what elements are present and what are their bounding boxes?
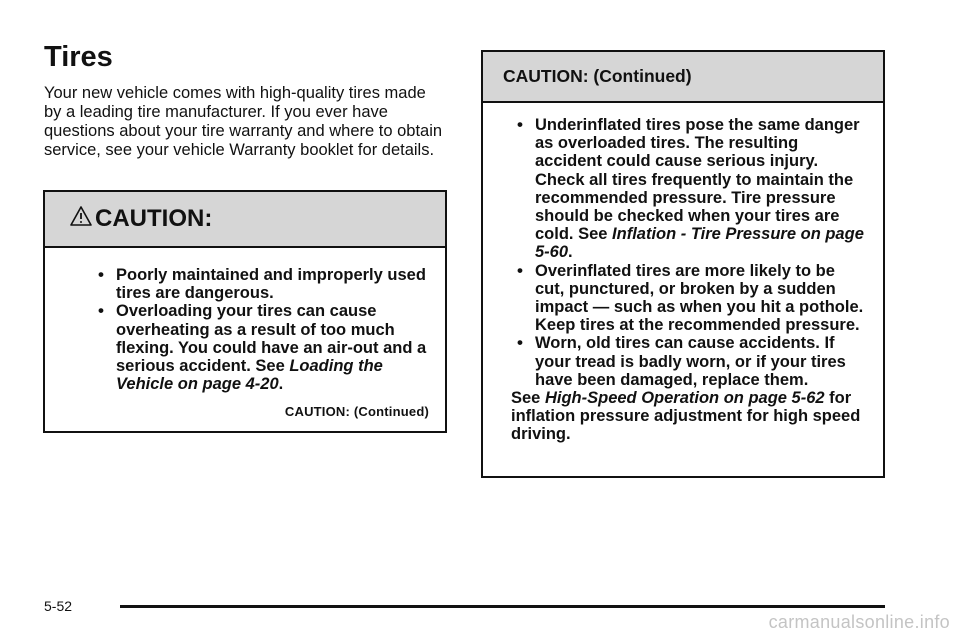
footer-rule <box>120 605 885 608</box>
see-text-end: for inflation pressure adjustment for high speed driving. <box>511 389 861 444</box>
caution-continued-bullet-list <box>511 116 865 389</box>
bullet-text: Overinflated tires are more likely to be cut, punctured, or broken by a sudden impact — such as when you hit a pothole. Keep tires at the recommended pressure. <box>535 261 864 335</box>
caution-continued-body <box>483 103 883 444</box>
caution-continued-note: CAUTION: (Continued) <box>284 404 429 420</box>
cross-reference-link[interactable]: Inflation - Tire Pressure on page 5-60 <box>535 225 864 262</box>
see-also-paragraph <box>511 389 865 444</box>
bullet-text: Underinflated tires pose the same danger as overloaded tires. The resulting accident could cause serious injury. Check all tires frequently to maintain the recommended pressure. Tire pressure should be checked when your tires are cold. See <box>535 116 860 244</box>
caution-bullet <box>511 262 865 335</box>
caution-bullet-list <box>92 266 429 393</box>
cross-reference-link[interactable]: High-Speed Operation on page 5-62 <box>544 389 825 408</box>
see-text: See <box>511 389 545 408</box>
page-title: Tires <box>44 41 113 73</box>
caution-body <box>45 248 445 422</box>
warning-triangle-icon <box>69 205 93 227</box>
caution-bullet <box>92 302 429 393</box>
caution-box <box>43 190 447 433</box>
watermark: carmanualsonline.info <box>768 612 950 632</box>
bullet-text-end: . <box>278 375 284 394</box>
bullet-text: Worn, old tires can cause accidents. If your tread is badly worn, or if your tires have been damaged, replace them. <box>535 334 846 389</box>
caution-heading: CAUTION: <box>95 205 213 232</box>
caution-bullet <box>92 266 429 302</box>
page-number: 5-52 <box>44 598 73 614</box>
caution-continued-heading: CAUTION: (Continued) <box>503 66 692 86</box>
intro-paragraph: Your new vehicle comes with high-quality tires made by a leading tire manufacturer. If you ever have questions about your tire warranty and where to obtain service, see your vehicle Warranty booklet for details. <box>44 84 443 159</box>
caution-bullet <box>511 334 865 389</box>
cross-reference-link[interactable]: Loading the Vehicle on page 4-20 <box>116 357 383 394</box>
caution-bullet <box>511 116 865 262</box>
bullet-text-end: . <box>568 243 573 262</box>
bullet-text: Poorly maintained and improperly used tires are dangerous. <box>116 266 426 303</box>
caution-continued-header <box>483 52 883 103</box>
caution-header <box>45 192 445 248</box>
caution-continued-box <box>481 50 885 478</box>
bullet-text: Overloading your tires can cause overheating as a result of too much flexing. You could have an air-out and a serious accident. See <box>116 302 427 376</box>
